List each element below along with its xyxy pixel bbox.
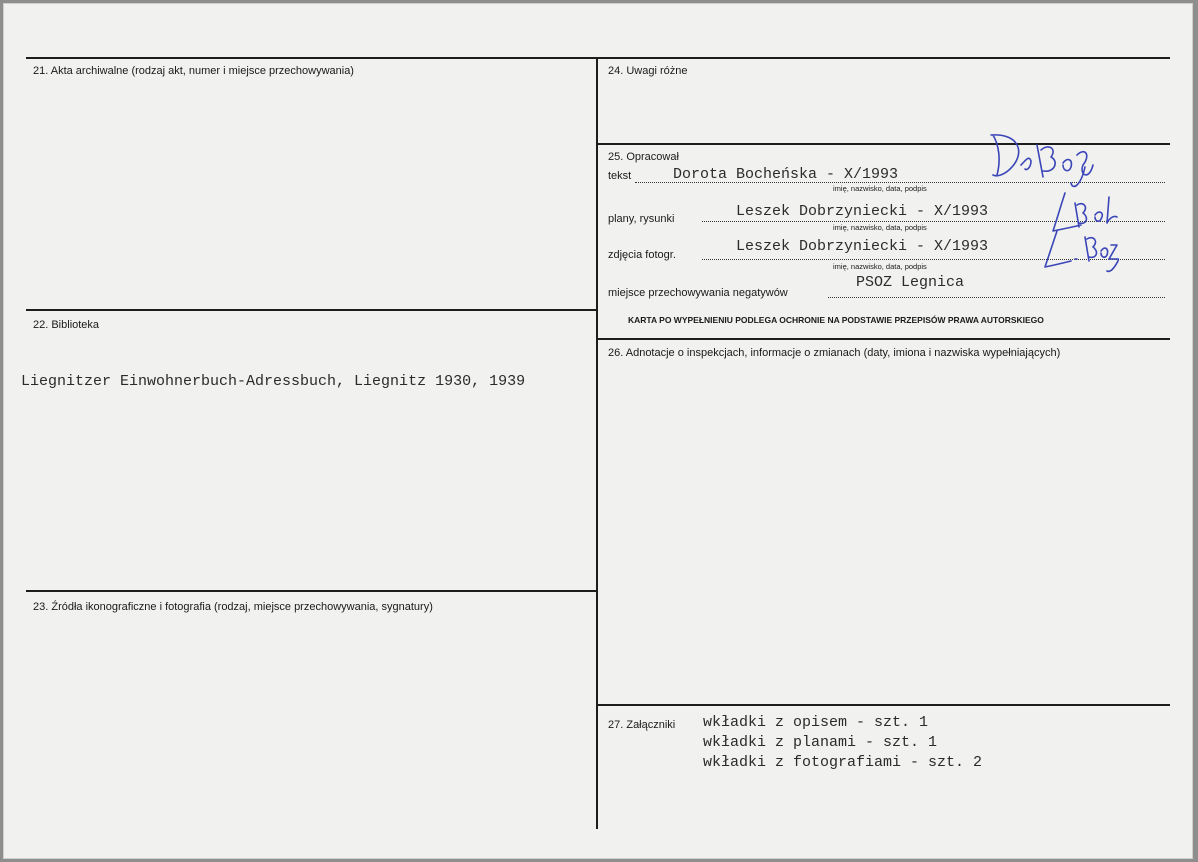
right-rule-26 [596, 338, 1170, 340]
center-divider [596, 57, 598, 829]
library-entry: Liegnitzer Einwohnerbuch-Adressbuch, Liegnitz 1930, 1939 [21, 373, 526, 390]
attachment-item: wkładki z planami - szt. 1 [703, 734, 938, 751]
signature-photos-author [1039, 225, 1119, 275]
right-rule-27 [596, 704, 1170, 706]
field-26-label: 26. Adnotacje o inspekcjach, informacje o zmianach (daty, imiona i nazwiska wypełniających) [608, 347, 1061, 359]
field-22-label: 22. Biblioteka [33, 319, 100, 331]
plans-author-value: Leszek Dobrzyniecki - X/1993 [736, 203, 989, 220]
photos-author-value: Leszek Dobrzyniecki - X/1993 [736, 238, 989, 255]
negatives-label: miejsce przechowywania negatywów [608, 287, 788, 299]
plans-author-label: plany, rysunki [608, 213, 675, 225]
negatives-value: PSOZ Legnica [856, 274, 965, 291]
field-24-label: 24. Uwagi różne [608, 65, 688, 77]
left-rule-23 [26, 590, 598, 592]
record-card [3, 3, 1193, 859]
photos-author-hint: imię, nazwisko, data, podpis [833, 262, 927, 271]
attachment-item: wkładki z fotografiami - szt. 2 [703, 754, 983, 771]
copyright-notice: KARTA PO WYPEŁNIENIU PODLEGA OCHRONIE NA PODSTAWIE PRZEPISÓW PRAWA AUTORSKIEGO [628, 315, 1044, 325]
text-author-hint: imię, nazwisko, data, podpis [833, 184, 927, 193]
field-25-label: 25. Opracował [608, 151, 679, 163]
field-23-label: 23. Źródła ikonograficzne i fotografia (rodzaj, miejsce przechowywania, sygnatury) [33, 601, 433, 613]
attachment-item: wkładki z opisem - szt. 1 [703, 714, 929, 731]
text-author-value: Dorota Bocheńska - X/1993 [673, 166, 899, 183]
left-rule-22 [26, 309, 598, 311]
field-27-label: 27. Załączniki [608, 719, 676, 731]
top-rule [26, 57, 1170, 59]
plans-author-hint: imię, nazwisko, data, podpis [833, 223, 927, 232]
photos-author-label: zdjęcia fotogr. [608, 249, 676, 261]
text-author-label: tekst [608, 170, 632, 182]
signature-text-author [981, 125, 1111, 195]
field-21-label: 21. Akta archiwalne (rodzaj akt, numer i miejsce przechowywania) [33, 65, 354, 77]
negatives-line [828, 297, 1165, 298]
